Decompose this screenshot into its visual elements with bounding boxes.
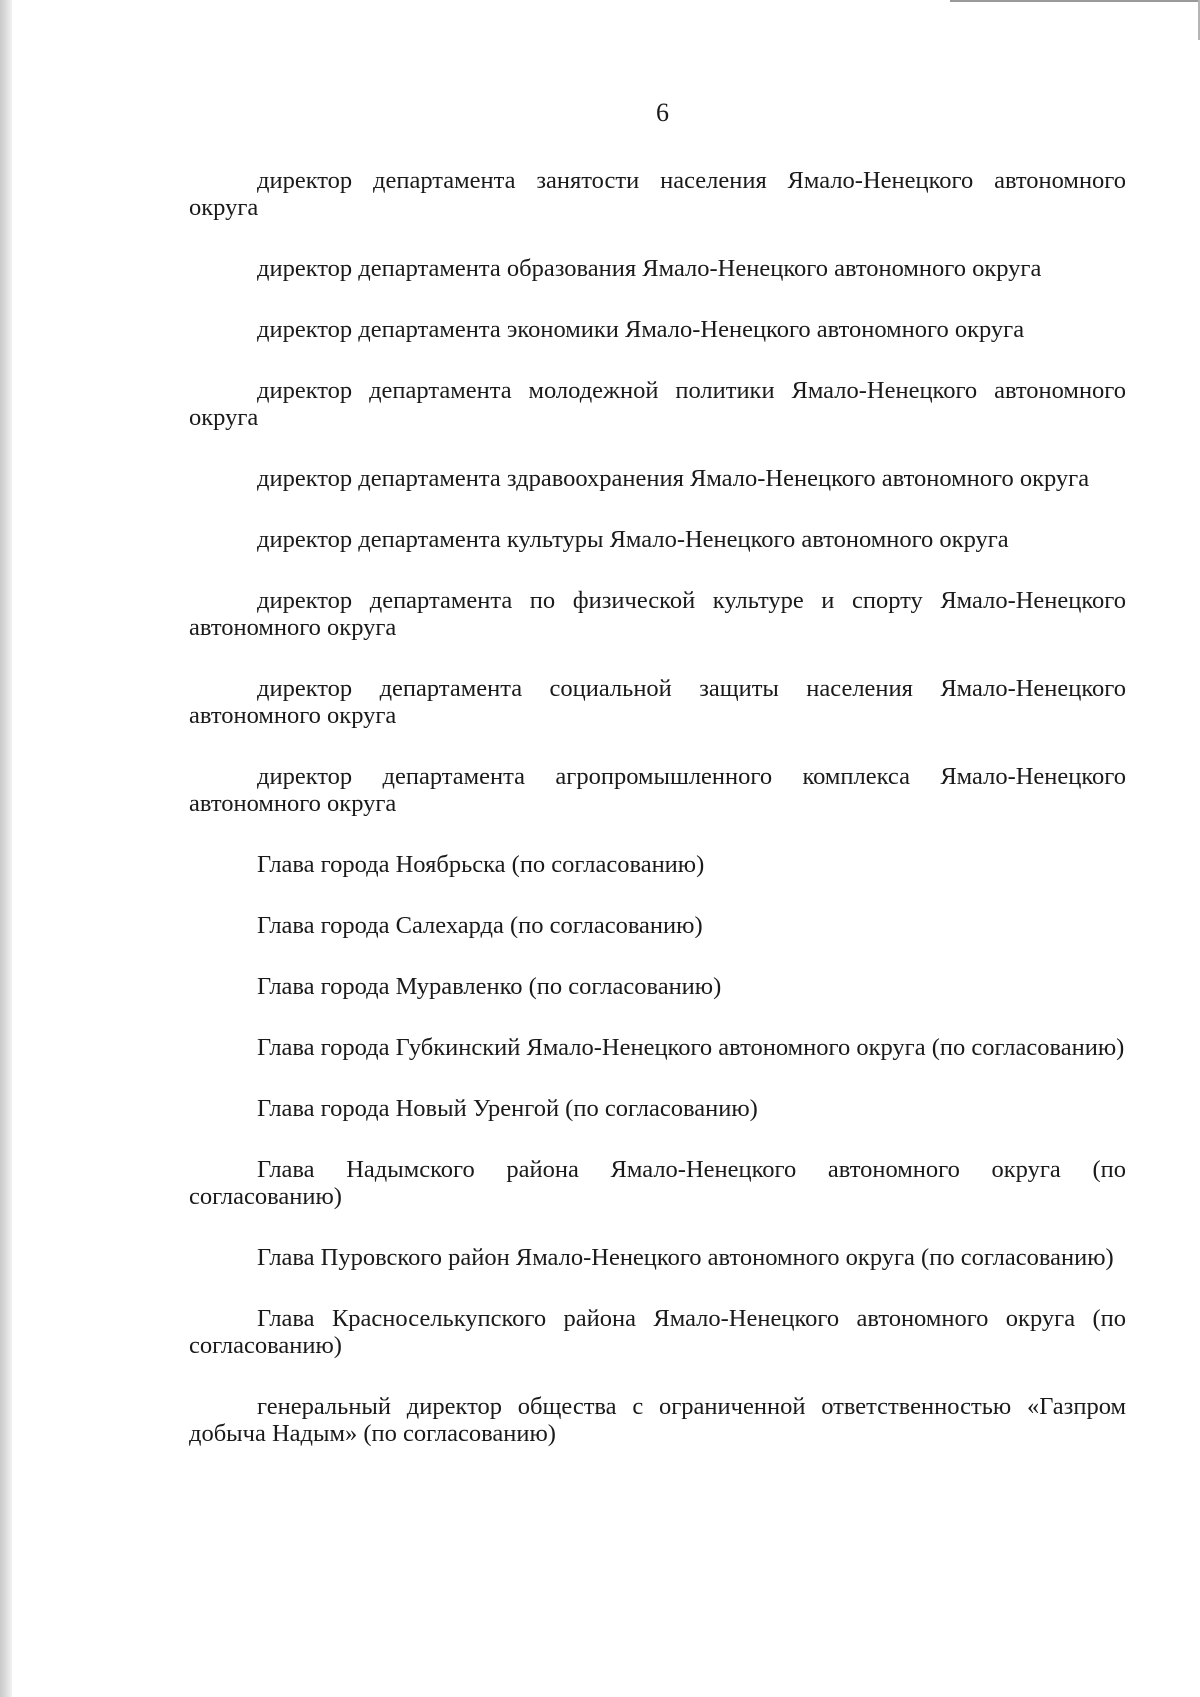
list-item: директор департамента молодежной политики Ямало-Ненецкого автономного округа: [189, 377, 1126, 431]
list-item: Глава города Ноябрьска (по согласованию): [257, 851, 705, 878]
list-item: Глава города Новый Уренгой (по согласованию): [257, 1095, 758, 1122]
list-item: Глава города Губкинский Ямало-Ненецкого автономного округа (по согласованию): [257, 1034, 1125, 1061]
list-item: Глава города Муравленко (по согласованию): [257, 973, 722, 1000]
document-body: [189, 167, 1126, 1481]
list-item: Глава Пуровского район Ямало-Ненецкого автономного округа (по согласованию): [257, 1244, 1114, 1271]
list-item: директор департамента социальной защиты населения Ямало-Ненецкого автономного округа: [189, 675, 1126, 729]
list-item: Глава города Салехарда (по согласованию): [257, 912, 703, 939]
list-item: директор департамента культуры Ямало-Ненецкого автономного округа: [257, 526, 1009, 553]
list-item: Глава Красноселькупского района Ямало-Ненецкого автономного округа (по согласованию): [189, 1305, 1126, 1359]
list-item: директор департамента занятости населения Ямало-Ненецкого автономного округа: [189, 167, 1126, 221]
scan-edge-top: [950, 0, 1200, 2]
page-number: 6: [656, 98, 669, 127]
list-item: директор департамента по физической культуре и спорту Ямало-Ненецкого автономного округа: [189, 587, 1126, 641]
list-item: Глава Надымского района Ямало-Ненецкого автономного округа (по согласованию): [189, 1156, 1126, 1210]
list-item: директор департамента образования Ямало-Ненецкого автономного округа: [257, 255, 1042, 282]
scan-edge-left: [0, 0, 12, 1697]
list-item: директор департамента экономики Ямало-Ненецкого автономного округа: [257, 316, 1025, 343]
list-item: директор департамента агропромышленного комплекса Ямало-Ненецкого автономного округа: [189, 763, 1126, 817]
list-item: директор департамента здравоохранения Ямало-Ненецкого автономного округа: [257, 465, 1090, 492]
list-item: генеральный директор общества с ограниченной ответственностью «Газпром добыча Надым» (по согласованию): [189, 1393, 1126, 1447]
